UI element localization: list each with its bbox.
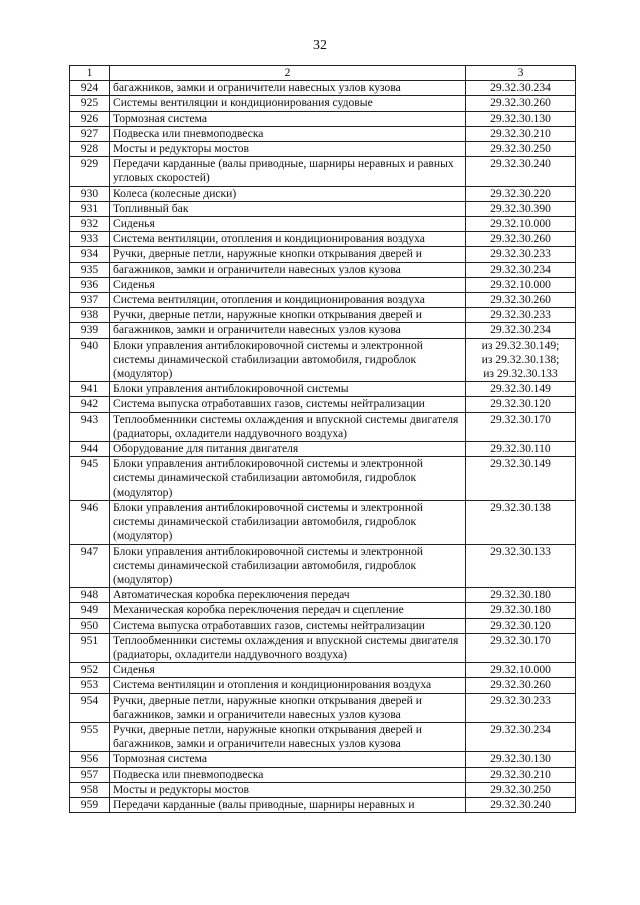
table-row	[70, 201, 576, 216]
item-name: багажников, замки и ограничители навесных узлов кузова	[110, 323, 466, 338]
item-name: Тормозная система	[110, 111, 466, 126]
item-name: Подвеска или пневмоподвеска	[110, 767, 466, 782]
row-number: 945	[70, 457, 110, 501]
item-name: Мосты и редукторы мостов	[110, 142, 466, 157]
item-name: Теплообменники системы охлаждения и впускной системы двигателя (радиаторы, охладители наддувочного воздуха)	[110, 633, 466, 662]
item-code: 29.32.30.233	[466, 308, 576, 323]
item-name: Сиденья	[110, 277, 466, 292]
row-number: 947	[70, 544, 110, 588]
item-name: Колеса (колесные диски)	[110, 186, 466, 201]
item-code: 29.32.30.220	[466, 186, 576, 201]
table-row	[70, 588, 576, 603]
item-name: Система вентиляции, отопления и кондиционирования воздуха	[110, 232, 466, 247]
item-code: 29.32.30.120	[466, 397, 576, 412]
row-number: 954	[70, 693, 110, 722]
item-code: 29.32.30.130	[466, 111, 576, 126]
table-row	[70, 412, 576, 441]
table-row	[70, 111, 576, 126]
table-row	[70, 618, 576, 633]
row-number: 929	[70, 157, 110, 186]
item-code: 29.32.30.240	[466, 157, 576, 186]
table-row	[70, 457, 576, 501]
item-name: Теплообменники системы охлаждения и впускной системы двигателя (радиаторы, охладители наддувочного воздуха)	[110, 412, 466, 441]
item-name: Топливный бак	[110, 201, 466, 216]
row-number: 928	[70, 142, 110, 157]
row-number: 942	[70, 397, 110, 412]
item-name: Автоматическая коробка переключения передач	[110, 588, 466, 603]
table-row	[70, 142, 576, 157]
table-row	[70, 186, 576, 201]
table-row	[70, 308, 576, 323]
item-code: 29.32.10.000	[466, 277, 576, 292]
item-code: 29.32.30.390	[466, 201, 576, 216]
item-name: Передачи карданные (валы приводные, шарниры неравных и равных угловых скоростей)	[110, 157, 466, 186]
row-number: 936	[70, 277, 110, 292]
item-code: 29.32.10.000	[466, 217, 576, 232]
table-row	[70, 678, 576, 693]
item-name: Система вентиляции, отопления и кондиционирования воздуха	[110, 293, 466, 308]
item-code: 29.32.30.210	[466, 767, 576, 782]
item-code: 29.32.30.180	[466, 588, 576, 603]
item-name: Блоки управления антиблокировочной системы и электронной системы динамической стабилизации автомобиля, гидроблок (модулятор)	[110, 457, 466, 501]
table-row	[70, 442, 576, 457]
item-code: 29.32.30.170	[466, 633, 576, 662]
item-code-line: из 29.32.30.138;	[481, 352, 560, 366]
item-code: 29.32.30.234	[466, 262, 576, 277]
item-name: Сиденья	[110, 217, 466, 232]
item-code: 29.32.30.260	[466, 232, 576, 247]
item-name: Блоки управления антиблокировочной системы и электронной системы динамической стабилизации автомобиля, гидроблок (модулятор)	[110, 500, 466, 544]
table-row	[70, 603, 576, 618]
item-name: Ручки, дверные петли, наружные кнопки открывания дверей и багажников, замки и ограничители навесных узлов кузова	[110, 693, 466, 722]
item-name: Система вентиляции и отопления и кондиционирования воздуха	[110, 678, 466, 693]
item-name: Передачи карданные (валы приводные, шарниры неравных и	[110, 797, 466, 812]
row-number: 930	[70, 186, 110, 201]
item-code: 29.32.30.250	[466, 782, 576, 797]
item-code: 29.32.30.240	[466, 797, 576, 812]
item-name: Механическая коробка переключения передач и сцепление	[110, 603, 466, 618]
row-number: 931	[70, 201, 110, 216]
row-number: 933	[70, 232, 110, 247]
item-code: 29.32.30.250	[466, 142, 576, 157]
table-row	[70, 126, 576, 141]
table-row	[70, 767, 576, 782]
item-name: Блоки управления антиблокировочной системы	[110, 382, 466, 397]
item-code: 29.32.30.133	[466, 544, 576, 588]
table-row	[70, 382, 576, 397]
item-code: 29.32.30.260	[466, 96, 576, 111]
table-row	[70, 217, 576, 232]
row-number: 958	[70, 782, 110, 797]
page-number: 32	[313, 38, 327, 53]
item-code: 29.32.30.233	[466, 247, 576, 262]
table-row	[70, 633, 576, 662]
row-number: 940	[70, 338, 110, 382]
item-code: 29.32.30.170	[466, 412, 576, 441]
item-name: Подвеска или пневмоподвеска	[110, 126, 466, 141]
item-name: Система выпуска отработавших газов, системы нейтрализации	[110, 618, 466, 633]
row-number: 937	[70, 293, 110, 308]
row-number: 956	[70, 752, 110, 767]
table-body	[70, 81, 576, 813]
row-number: 957	[70, 767, 110, 782]
table-row	[70, 338, 576, 382]
item-code: 29.32.30.149	[466, 457, 576, 501]
item-name: Ручки, дверные петли, наружные кнопки открывания дверей и	[110, 247, 466, 262]
item-code: 29.32.30.234	[466, 81, 576, 96]
item-name: Оборудование для питания двигателя	[110, 442, 466, 457]
row-number: 953	[70, 678, 110, 693]
document-table	[69, 65, 576, 813]
table-row	[70, 262, 576, 277]
item-name: Сиденья	[110, 663, 466, 678]
item-code	[466, 338, 576, 382]
item-code: 29.32.30.234	[466, 323, 576, 338]
item-code: 29.32.30.180	[466, 603, 576, 618]
row-number: 944	[70, 442, 110, 457]
table-row	[70, 722, 576, 751]
item-code: 29.32.30.149	[466, 382, 576, 397]
table-row	[70, 693, 576, 722]
row-number: 949	[70, 603, 110, 618]
column-header-2: 2	[110, 66, 466, 81]
item-code-line: из 29.32.30.149;	[481, 338, 560, 352]
table-row	[70, 247, 576, 262]
row-number: 950	[70, 618, 110, 633]
table-row	[70, 797, 576, 812]
row-number: 941	[70, 382, 110, 397]
table-row	[70, 663, 576, 678]
table-row	[70, 782, 576, 797]
row-number: 924	[70, 81, 110, 96]
table-row	[70, 232, 576, 247]
item-name: Ручки, дверные петли, наружные кнопки открывания дверей и	[110, 308, 466, 323]
row-number: 955	[70, 722, 110, 751]
item-name: багажников, замки и ограничители навесных узлов кузова	[110, 262, 466, 277]
item-code: 29.32.30.260	[466, 293, 576, 308]
item-name: Система выпуска отработавших газов, системы нейтрализации	[110, 397, 466, 412]
table-header-row	[70, 66, 576, 81]
table-row	[70, 397, 576, 412]
item-code: 29.32.30.120	[466, 618, 576, 633]
column-header-3: 3	[466, 66, 576, 81]
item-code: 29.32.30.233	[466, 693, 576, 722]
item-code: 29.32.10.000	[466, 663, 576, 678]
table-row	[70, 752, 576, 767]
item-code-line: из 29.32.30.133	[483, 367, 558, 381]
row-number: 951	[70, 633, 110, 662]
item-code: 29.32.30.130	[466, 752, 576, 767]
row-number: 939	[70, 323, 110, 338]
row-number: 943	[70, 412, 110, 441]
row-number: 927	[70, 126, 110, 141]
item-name: Тормозная система	[110, 752, 466, 767]
table-row	[70, 96, 576, 111]
row-number: 948	[70, 588, 110, 603]
row-number: 934	[70, 247, 110, 262]
item-code: 29.32.30.234	[466, 722, 576, 751]
table-row	[70, 157, 576, 186]
item-code: 29.32.30.110	[466, 442, 576, 457]
table-row	[70, 323, 576, 338]
row-number: 926	[70, 111, 110, 126]
item-name: Системы вентиляции и кондиционирования судовые	[110, 96, 466, 111]
item-name: Мосты и редукторы мостов	[110, 782, 466, 797]
table-row	[70, 544, 576, 588]
row-number: 952	[70, 663, 110, 678]
row-number: 959	[70, 797, 110, 812]
table-row	[70, 81, 576, 96]
table-row	[70, 293, 576, 308]
row-number: 925	[70, 96, 110, 111]
item-code: 29.32.30.210	[466, 126, 576, 141]
item-name: Ручки, дверные петли, наружные кнопки открывания дверей и багажников, замки и ограничители навесных узлов кузова	[110, 722, 466, 751]
row-number: 935	[70, 262, 110, 277]
item-code: 29.32.30.260	[466, 678, 576, 693]
item-name: Блоки управления антиблокировочной системы и электронной системы динамической стабилизации автомобиля, гидроблок (модулятор)	[110, 544, 466, 588]
row-number: 932	[70, 217, 110, 232]
table-row	[70, 277, 576, 292]
table-row	[70, 500, 576, 544]
row-number: 938	[70, 308, 110, 323]
item-name: багажников, замки и ограничители навесных узлов кузова	[110, 81, 466, 96]
column-header-1: 1	[70, 66, 110, 81]
item-name: Блоки управления антиблокировочной системы и электронной системы динамической стабилизации автомобиля, гидроблок (модулятор)	[110, 338, 466, 382]
item-code: 29.32.30.138	[466, 500, 576, 544]
row-number: 946	[70, 500, 110, 544]
